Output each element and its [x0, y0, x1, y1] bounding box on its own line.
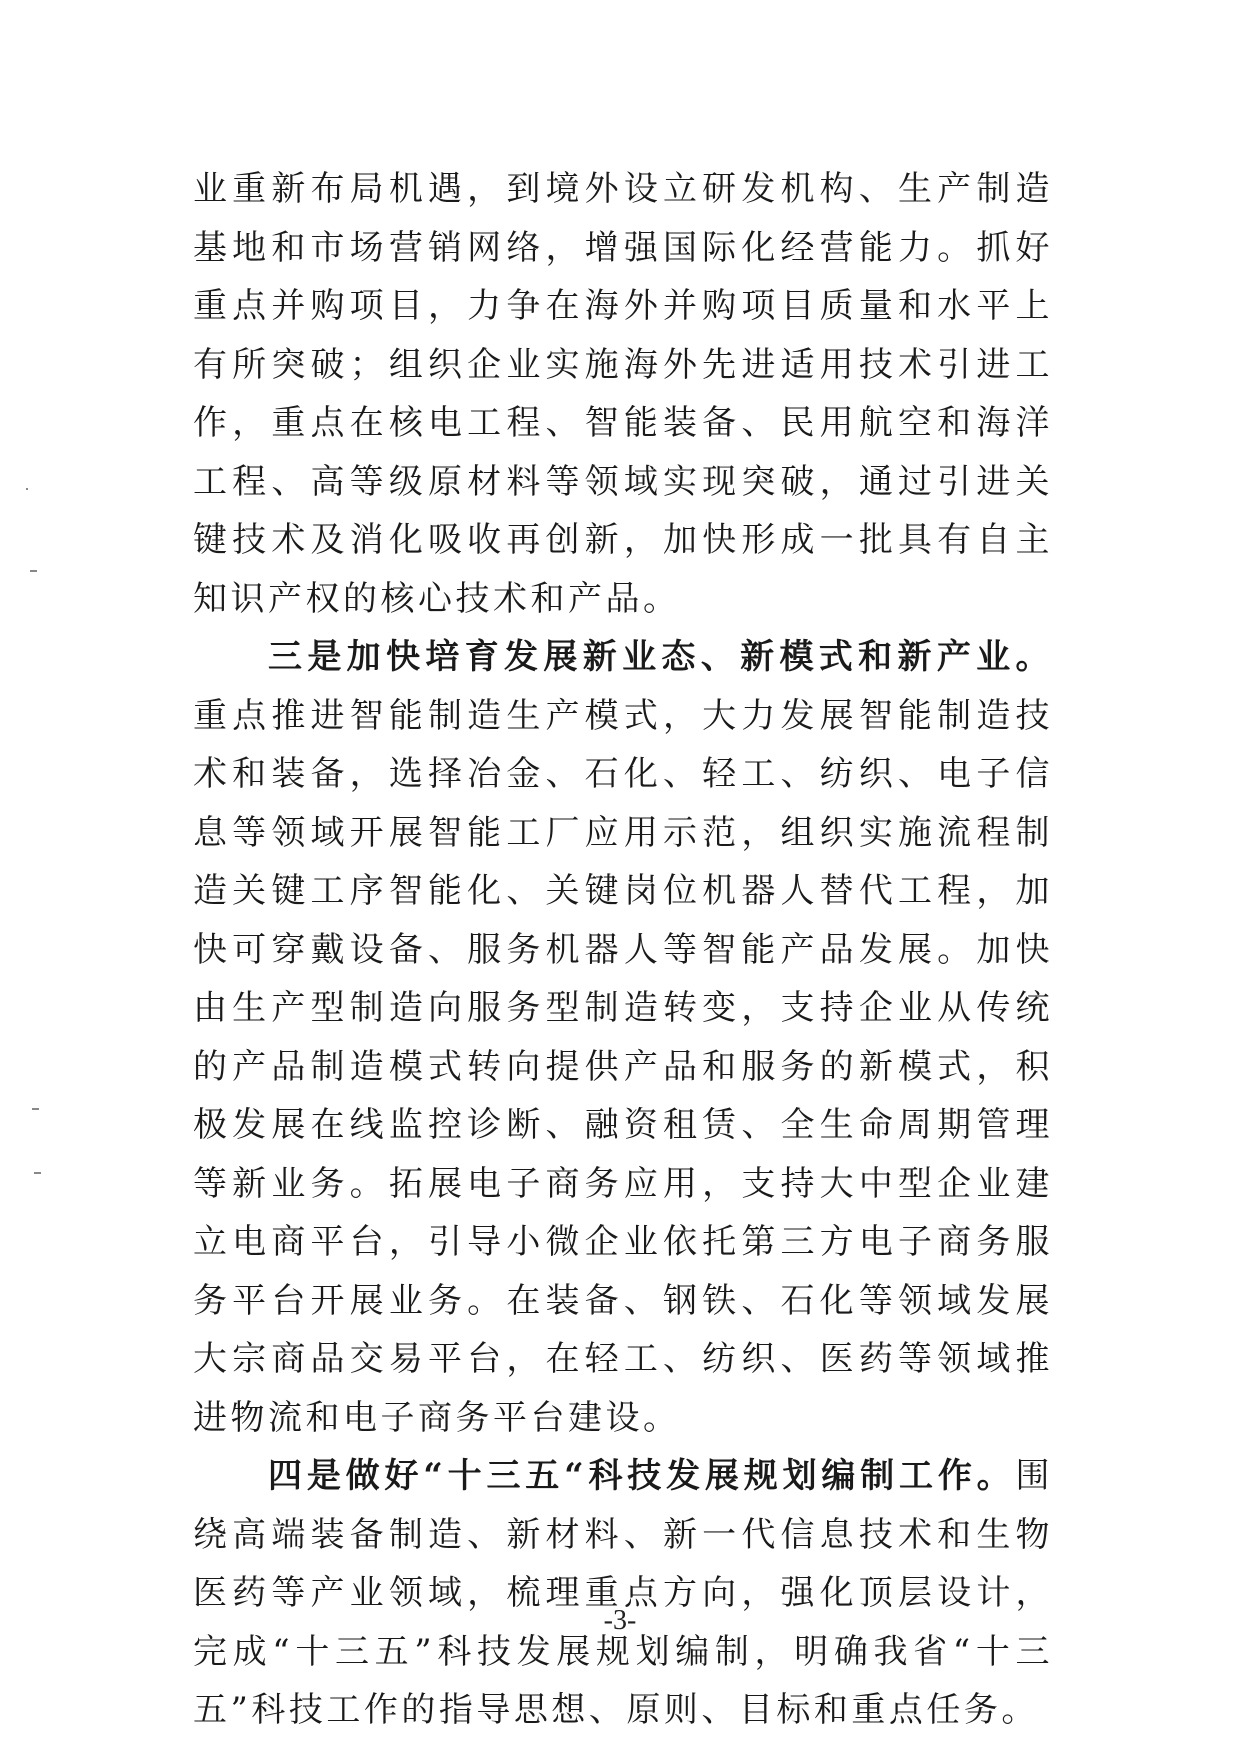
paragraph-text: 重点推进智能制造生产模式，大力发展智能制造技术和装备，选择冶金、石化、轻工、纺织、电子信息等领域开展智能工厂应用示范，组织实施流程制造关键工序智能化、关键岗位机器人替代工程，加快可穿戴设备、服务机器人等智能产品发展。加快由生产型制造向服务型制造转变，支持企业从传统的产品制造模式转向提供产品和服务的新模式，积极发展在线监控诊断、融资租赁、全生命周期管理等新业务。拓展电子商务应用，支持大中型企业建立电商平台，引导小微企业依托第三方电子商务服务平台开展业务。在装备、钢铁、石化等领域发展大宗商品交易平台，在轻工、纺织、医药等领域推进物流和电子商务平台建设。: [193, 695, 1053, 1438]
scan-artifact-mark: [26, 488, 28, 490]
paragraph-lead-heading: 四是做好“十三五“科技发展规划编制工作。: [268, 1456, 1016, 1496]
scan-artifact-mark: [34, 1172, 41, 1174]
page-number: -3-: [603, 1605, 637, 1636]
scan-artifact-mark: [32, 1108, 39, 1110]
scan-artifact-mark: [30, 570, 37, 572]
paragraph-new-business-models: [193, 628, 1053, 1447]
paragraph-planning-work: [193, 1447, 1053, 1740]
paragraph-text: 业重新布局机遇，到境外设立研发机构、生产制造基地和市场营销网络，增强国际化经营能力。抓好重点并购项目，力争在海外并购项目质量和水平上有所突破；组织企业实施海外先进适用技术引进工作，重点在核电工程、智能装备、民用航空和海洋工程、高等级原材料等领域实现突破，通过引进关键技术及消化吸收再创新，加快形成一批具有自主知识产权的核心技术和产品。: [193, 169, 1053, 619]
paragraph-lead-heading: 三是加快培育发展新业态、新模式和新产业。: [268, 637, 1053, 677]
paragraph-continued: [193, 160, 1053, 628]
body-text: [193, 160, 1053, 1740]
paragraph-text: 围绕高端装备制造、新材料、新一代信息技术和生物医药等产业领域，梳理重点方向，强化顶层设计，完成“十三五”科技发展规划编制，明确我省“十三五”科技工作的指导思想、原则、目标和重点任务。: [193, 1456, 1053, 1730]
